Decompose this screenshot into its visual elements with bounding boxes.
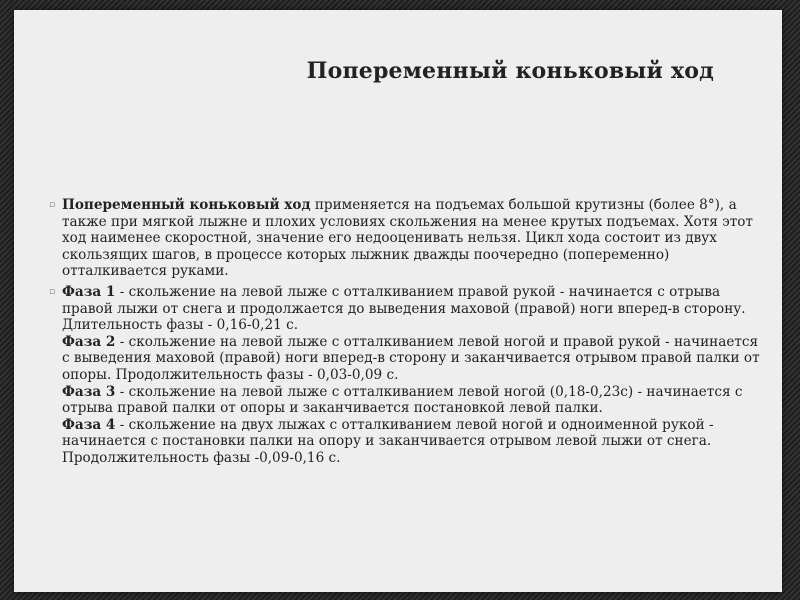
intro-bold-term: Попеременный коньковый ход [62, 197, 311, 213]
phase-label: Фаза 4 [62, 416, 116, 433]
phase-3 [62, 384, 767, 417]
bullet-icon: ▫ [49, 286, 56, 297]
phase-4 [62, 417, 767, 467]
phases-paragraph [49, 283, 767, 467]
phase-label: Фаза 1 [62, 283, 116, 300]
slide [14, 10, 782, 592]
phase-1 [62, 284, 767, 334]
phase-label: Фаза 2 [62, 333, 116, 350]
phase-label: Фаза 3 [62, 383, 116, 400]
phase-text: - скольжение на левой лыже с отталкиванием левой ногой и правой рукой - начинается с выведения маховой (правой) ноги вперед-в сторону и заканчивается отрывом правой палки от опоры. Продолжительность фазы - 0,03-0,09 с. [62, 333, 760, 383]
slide-title: Попеременный коньковый ход [306, 58, 714, 84]
bullet-icon: ▫ [49, 200, 56, 210]
intro-paragraph [49, 197, 767, 280]
phase-text: - скольжение на двух лыжах с отталкиванием левой ногой и одноименной рукой - начинается с постановки палки на опору и заканчивается отрывом левой лыжи от снега. Продолжительность фазы -0,09-0,16 с. [62, 416, 714, 466]
slide-content [49, 197, 767, 471]
phase-text: - скольжение на левой лыже с отталкиванием левой ногой (0,18-0,23с) - начинается с отрыва правой палки от опоры и заканчивается постановкой левой палки. [62, 383, 743, 417]
phase-text: - скольжение на левой лыже с отталкиванием правой рукой - начинается с отрыва правой лыжи от снега и продолжается до выведения маховой (правой) ноги вперед-в сторону. Длительность фазы - 0,16-0,21 с. [62, 283, 746, 334]
phase-2 [62, 334, 767, 384]
intro-text: применяется на подъемах большой крутизны (более 8°), а также при мягкой лыжне и плохих условиях скольжения на менее крутых подъемах. Хотя этот ход наименее скоростной, значение его недооценивать нельзя. Цикл хода состоит из двух скользящих шагов, в процессе которых лыжник дважды поочередно (попеременно) отталкивается руками. [62, 197, 753, 280]
